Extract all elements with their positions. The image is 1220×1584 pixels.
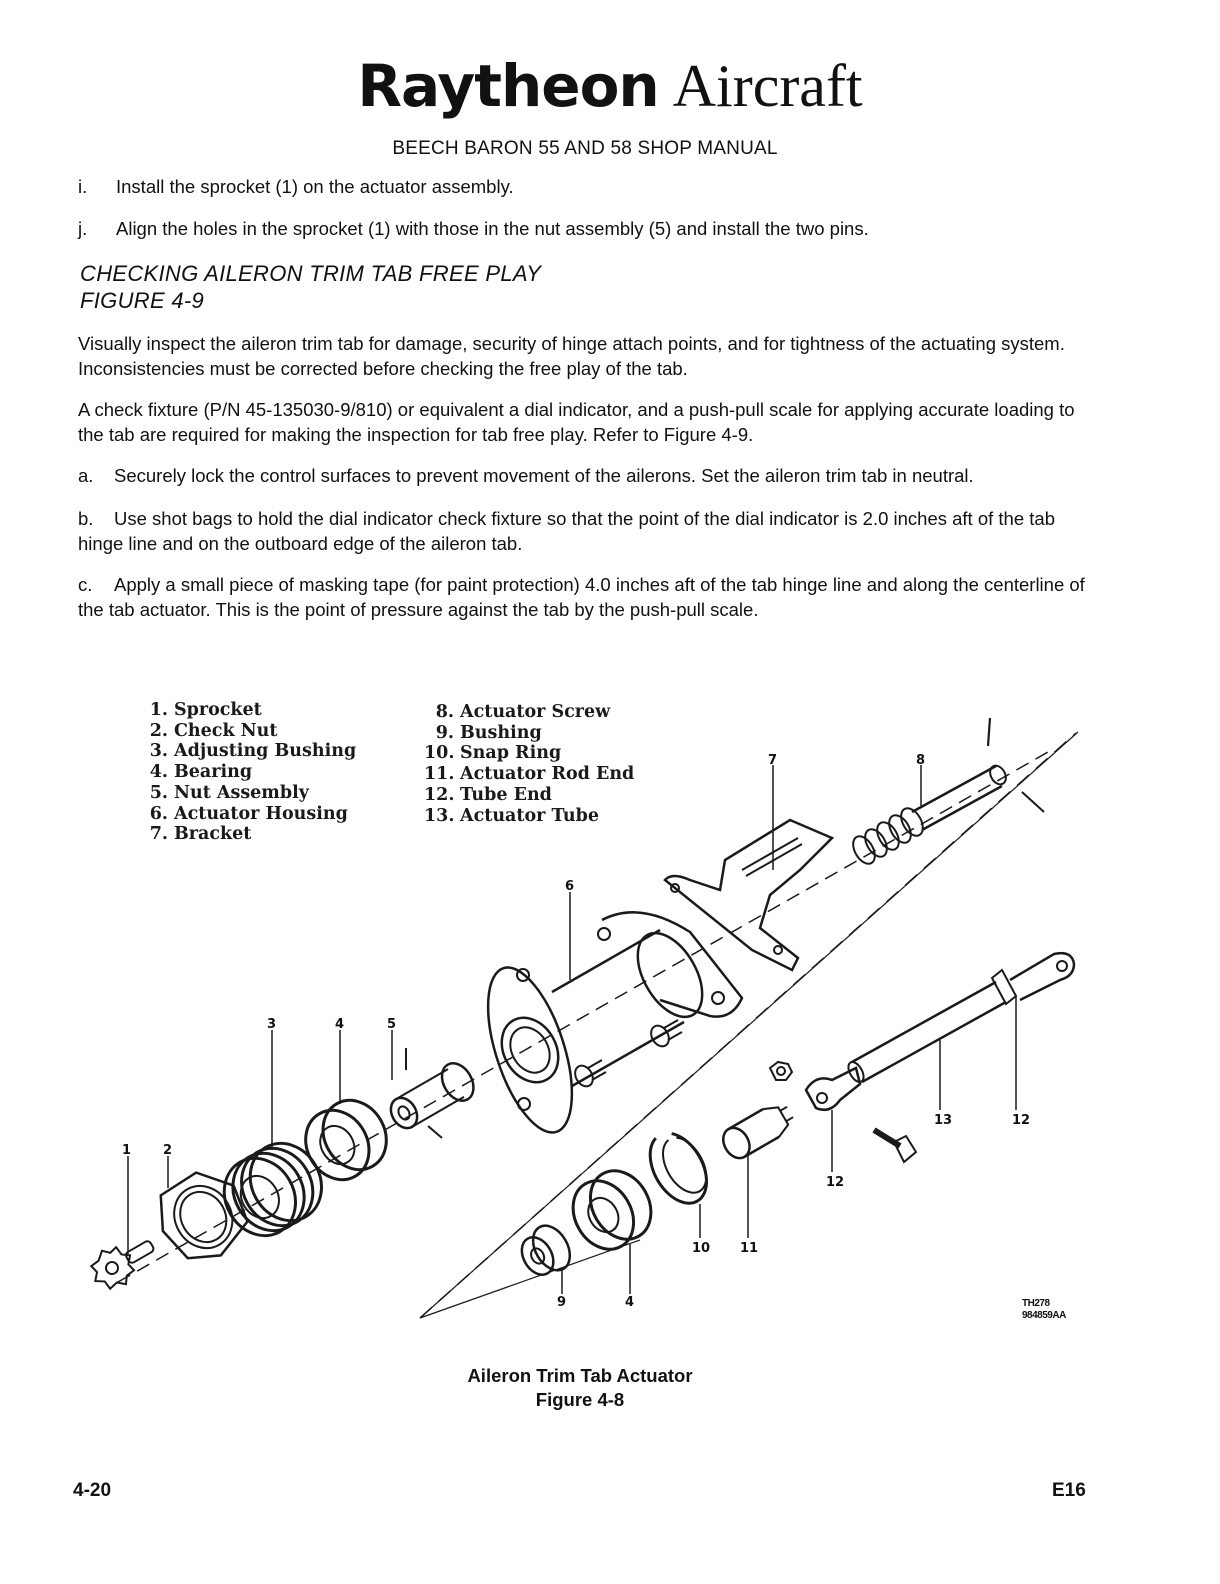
manual-title: BEECH BARON 55 AND 58 SHOP MANUAL [392, 138, 778, 159]
callout-1: 1 [122, 1143, 132, 1158]
callout-4: 4 [335, 1017, 345, 1032]
page-code: E16 [1052, 1480, 1086, 1501]
legend-item: 11. Actuator Rod End [424, 764, 635, 785]
legend-item: 13. Actuator Tube [424, 805, 599, 826]
callout-11: 11 [740, 1241, 759, 1256]
step-marker: j. [78, 218, 88, 239]
section-figure-ref: FIGURE 4-9 [80, 288, 205, 313]
step-text: Apply a small piece of masking tape (for paint protection) 4.0 inches aft of the tab hinge line and along the centerline of the tab actuator. This is the point of pressure against the tab by the push-pull scale. [78, 574, 1085, 620]
callout-10: 10 [692, 1241, 711, 1256]
bushing-part [513, 1219, 577, 1284]
sprocket-part [84, 1228, 163, 1297]
actuator-rod-end-part [718, 1098, 798, 1163]
legend-item: 5. Nut Assembly [149, 782, 309, 803]
brand-name-bold: Raytheon [357, 52, 659, 120]
brand-name-light: Aircraft [672, 53, 863, 119]
legend-item: 4. Bearing [149, 762, 253, 783]
figure-id-line2: 984859AA [1022, 1310, 1066, 1321]
callout-6: 6 [565, 879, 575, 894]
small-nut-part [770, 1062, 792, 1080]
callout-8: 8 [916, 753, 926, 768]
legend-item: 12. Tube End [424, 784, 552, 805]
page-number: 4-20 [73, 1480, 112, 1501]
adjusting-bushing-part [210, 1130, 335, 1248]
callout-7: 7 [768, 753, 778, 768]
actuator-tube-part [845, 953, 1074, 1084]
legend-item: 10. Snap Ring [424, 743, 562, 764]
step-marker: a. [78, 465, 94, 486]
section-title: CHECKING AILERON TRIM TAB FREE PLAY [80, 261, 542, 286]
bolt-part [874, 1130, 916, 1162]
figure-id-line1: TH278 [1022, 1298, 1050, 1309]
paragraph-fixture: A check fixture (P/N 45-135030-9/810) or equivalent a dial indicator, and a push-pull scale for applying accurate loading to the tab are required for making the inspection for tab free play. Refer to Figure 4-9. [78, 399, 1075, 445]
step-marker: c. [78, 574, 93, 595]
step-text: Securely lock the control surfaces to prevent movement of the ailerons. Set the aileron trim tab in neutral. [114, 465, 974, 486]
callout-12-upper: 12 [1012, 1113, 1031, 1128]
callout-13: 13 [934, 1113, 953, 1128]
callout-5: 5 [387, 1017, 397, 1032]
nut-assembly-part [384, 1058, 480, 1137]
callout-4-lower: 4 [625, 1295, 635, 1310]
legend-item: 1. Sprocket [149, 700, 262, 720]
legend-item: 9. Bushing [435, 722, 542, 743]
callout-9: 9 [557, 1295, 567, 1310]
legend-item: 2. Check Nut [149, 720, 278, 741]
callout-3: 3 [267, 1017, 277, 1032]
step-text: Align the holes in the sprocket (1) with those in the nut assembly (5) and install the two pins. [116, 218, 869, 239]
bearing-lower-part [561, 1160, 663, 1260]
figure-id [1022, 1298, 1066, 1322]
bracket-part [665, 820, 832, 970]
step-text: Install the sprocket (1) on the actuator assembly. [116, 176, 514, 197]
legend-item: 7. Bracket [149, 824, 252, 845]
callout-2: 2 [163, 1143, 173, 1158]
legend-item: 8. Actuator Screw [435, 702, 611, 722]
figure-caption-title: Aileron Trim Tab Actuator [467, 1365, 693, 1386]
callout-12-lower: 12 [826, 1175, 845, 1190]
tube-end-part [806, 1068, 860, 1110]
step-marker: i. [78, 176, 88, 197]
step-text: Use shot bags to hold the dial indicator check fixture so that the point of the dial indicator is 2.0 inches aft of the tab hinge line and on the outboard edge of the aileron tab. [78, 508, 1055, 554]
step-marker: b. [78, 508, 94, 529]
paragraph-inspect: Visually inspect the aileron trim tab for damage, security of hinge attach points, and for tightness of the actuating system. Inconsistencies must be corrected before checking the free play of the tab. [78, 333, 1065, 379]
legend-item: 6. Actuator Housing [149, 803, 348, 824]
legend-item: 3. Adjusting Bushing [149, 741, 357, 762]
snap-ring-part [639, 1123, 719, 1213]
actuator-housing-part [471, 912, 742, 1142]
figure-caption-number: Figure 4-8 [535, 1389, 625, 1410]
